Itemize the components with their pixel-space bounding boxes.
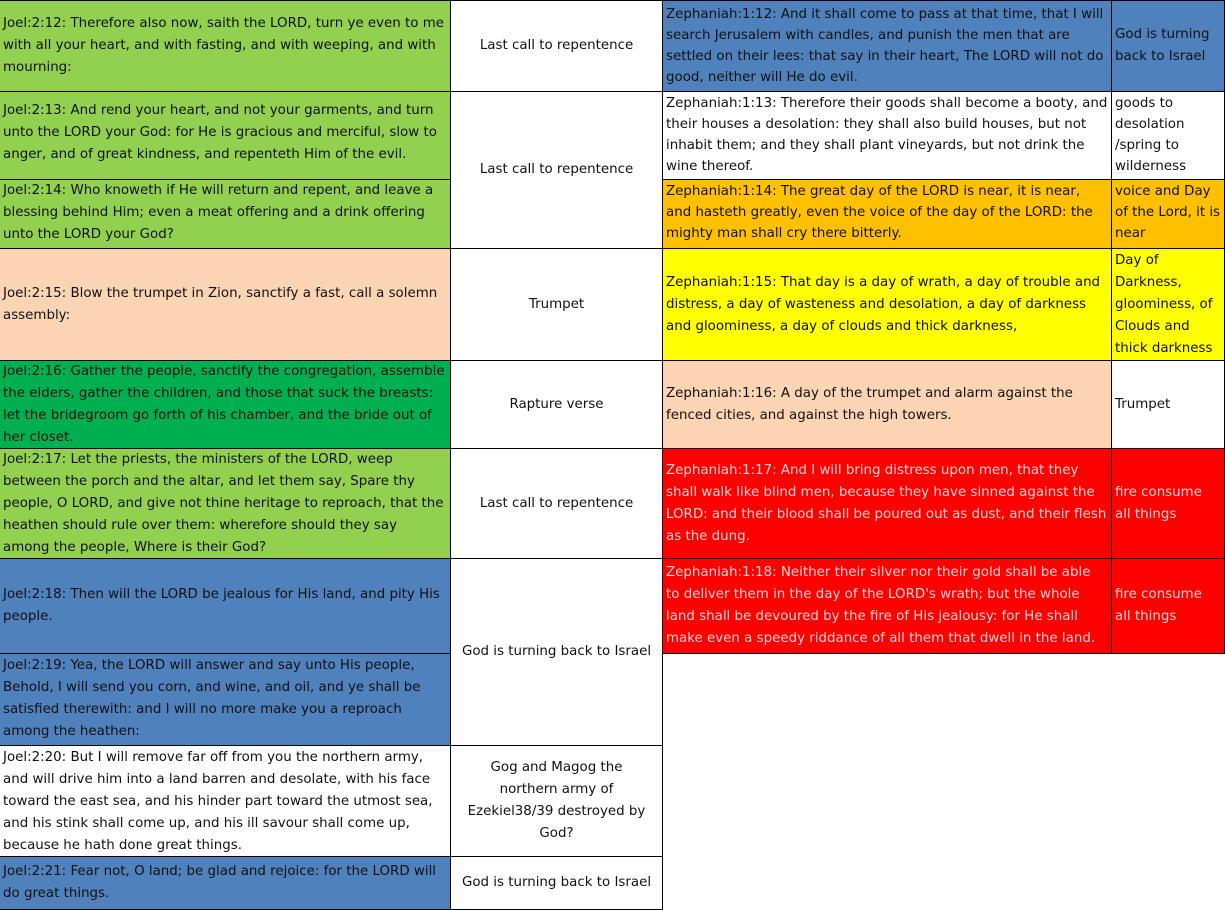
verse-text: Joel:2:15: Blow the trumpet in Zion, sanctify a fast, call a solemn assembly: xyxy=(3,285,438,323)
note-text: Rapture verse xyxy=(509,396,604,412)
zephaniah-note-cell xyxy=(1112,0,1225,92)
joel-note-cell xyxy=(451,249,663,361)
joel-note-cell xyxy=(451,449,663,559)
zephaniah-note-cell xyxy=(1112,559,1225,654)
zephaniah-note-cell xyxy=(1112,361,1225,449)
verse-text: Zephaniah:1:15: That day is a day of wrath, a day of trouble and distress, a day of wasteness and desolation, a day of darkness and gloominess, a day of clouds and thick darkness, xyxy=(666,274,1101,334)
joel-verse-cell xyxy=(0,361,451,449)
note-text: Trumpet xyxy=(1115,396,1171,412)
zephaniah-note-cell xyxy=(1112,180,1225,249)
note-text: God is turning back to Israel xyxy=(461,644,652,659)
verse-text: Joel:2:16: Gather the people, sanctify the congregation, assemble the elders, gather the children, and those that suck the breasts: let the bridegroom go forth of his chamber, and the bride out of her closet. xyxy=(3,364,445,445)
verse-text: Zephaniah:1:14: The great day of the LORD is near, it is near, and hasteth greatly, even the voice of the day of the LORD: the mighty man shall cry there bitterly. xyxy=(666,184,1093,241)
verse-text: Zephaniah:1:12: And it shall come to pass at that time, that I will search Jerusalem with candles, and punish the men that are settled on their lees: that say in their heart, The LORD will not do good, neither will He do evil. xyxy=(666,7,1104,85)
note-text: Last call to repentence xyxy=(479,162,634,177)
verse-text: Joel:2:18: Then will the LORD be jealous for His land, and pity His people. xyxy=(3,587,440,624)
verse-text: Zephaniah:1:18: Neither their silver nor their gold shall be able to deliver them in the day of the LORD's wrath; but the whole land shall be devoured by the fire of His jealousy: for He shall make even a speedy riddance of all them that dwell in the land. xyxy=(666,565,1096,646)
note-text: God is turning back to Israel xyxy=(461,875,652,890)
zephaniah-note-cell xyxy=(1112,449,1225,559)
joel-note-cell xyxy=(451,746,663,857)
zephaniah-note-cell xyxy=(1112,249,1225,361)
joel-verse-cell xyxy=(0,449,451,559)
note-text: fire consume all things xyxy=(1115,587,1202,624)
zephaniah-verse-cell xyxy=(663,92,1112,180)
verse-text: Joel:2:13: And rend your heart, and not your garments, and turn unto the LORD your God: for He is gracious and merciful, slow to anger, and of great kindness, and repenteth Him of the evil. xyxy=(3,103,437,162)
verse-text: Joel:2:20: But I will remove far off from you the northern army, and will drive him into a land barren and desolate, with his face toward the east sea, and his hinder part toward the utmost sea, and his stink shall come up, and his ill savour shall come up, because he hath done great things. xyxy=(3,750,433,853)
zephaniah-verse-cell xyxy=(663,559,1112,654)
verse-text: Joel:2:19: Yea, the LORD will answer and say unto His people, Behold, I will send you corn, and wine, and oil, and ye shall be satisfied therewith: and I will no more make you a reproach among the heathen: xyxy=(3,658,421,739)
zephaniah-verse-cell xyxy=(663,449,1112,559)
joel-verse-cell xyxy=(0,180,451,249)
verse-text: Joel:2:14: Who knoweth if He will return and repent, and leave a blessing behind Him; even a meat offering and a drink offering unto the LORD your God? xyxy=(3,183,434,242)
joel-verse-cell xyxy=(0,559,451,654)
zephaniah-note-cell xyxy=(1112,92,1225,180)
zephaniah-verse-cell xyxy=(663,0,1112,92)
zephaniah-verse-cell xyxy=(663,180,1112,249)
note-text: Day of Darkness, gloominess, of Clouds and thick darkness xyxy=(1115,252,1213,356)
note-text: voice and Day of the Lord, it is near xyxy=(1115,184,1221,241)
verse-text: Zephaniah:1:13: Therefore their goods shall become a booty, and their houses a desolation: they shall also build houses, but not inhabit them; and they shall plant vineyards, but not drink the wine thereof. xyxy=(666,96,1108,174)
note-text: Gog and Magog the northern army of Ezekiel38/39 destroyed by God? xyxy=(467,760,646,841)
joel-note-cell xyxy=(451,361,663,449)
joel-verse-cell xyxy=(0,249,451,361)
note-text: Last call to repentence xyxy=(479,495,634,511)
verse-text: Zephaniah:1:16: A day of the trumpet and alarm against the fenced cities, and against the high towers. xyxy=(666,385,1073,423)
zephaniah-verse-cell xyxy=(663,249,1112,361)
note-text: Last call to repentence xyxy=(479,38,634,53)
joel-verse-cell xyxy=(0,92,451,180)
verse-text: Joel:2:21: Fear not, O land; be glad and rejoice: for the LORD will do great things. xyxy=(3,864,437,901)
joel-note-cell xyxy=(451,92,663,249)
verse-text: Zephaniah:1:17: And I will bring distress upon men, that they shall walk like blind men, because they have sinned against the LORD: and their blood shall be poured out as dust, and their flesh as the dung. xyxy=(666,462,1107,544)
note-text: Trumpet xyxy=(528,296,585,312)
joel-verse-cell xyxy=(0,654,451,746)
joel-verse-cell xyxy=(0,0,451,92)
joel-note-cell xyxy=(451,0,663,92)
joel-note-cell xyxy=(451,559,663,746)
joel-verse-cell xyxy=(0,857,451,910)
verse-text: Joel:2:17: Let the priests, the ministers of the LORD, weep between the porch and the altar, and let them say, Spare thy people, O LORD, and give not thine heritage to reproach, that the heathen should rule over them: wherefore should they say among the people, Where is their God? xyxy=(3,452,444,555)
note-text: fire consume all things xyxy=(1115,484,1202,522)
note-text: goods to desolation /spring to wilderness xyxy=(1115,96,1187,174)
verse-text: Joel:2:12: Therefore also now, saith the LORD, turn ye even to me with all your heart, and with fasting, and with weeping, and with mourning: xyxy=(3,16,444,75)
zephaniah-verse-cell xyxy=(663,361,1112,449)
joel-note-cell xyxy=(451,857,663,910)
joel-verse-cell xyxy=(0,746,451,857)
note-text: God is turning back to Israel xyxy=(1115,27,1210,64)
